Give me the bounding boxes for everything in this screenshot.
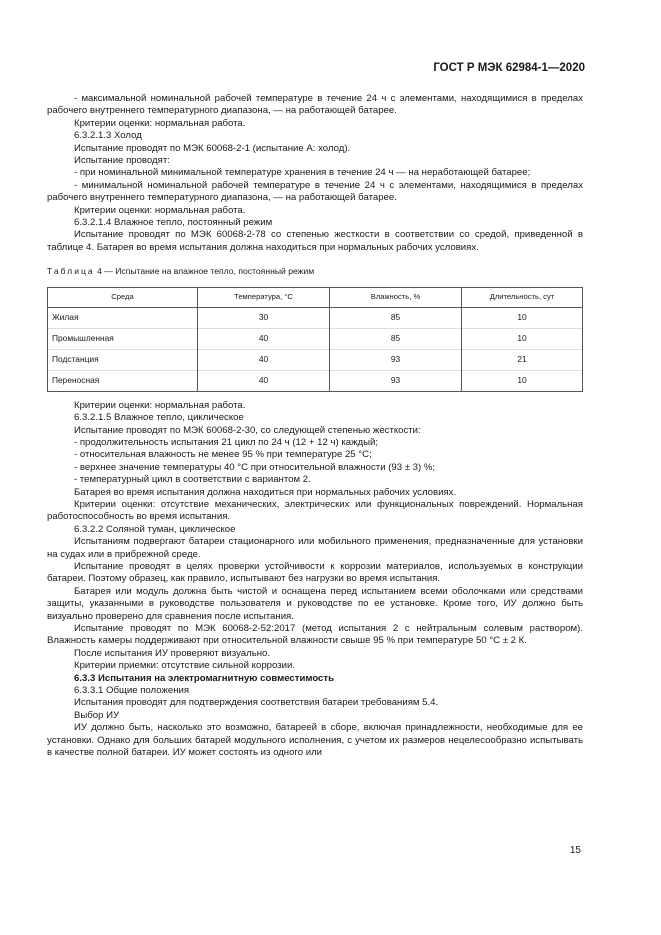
column-header: Температура, °С <box>198 287 330 307</box>
document-header: ГОСТ Р МЭК 62984-1—2020 <box>433 62 585 74</box>
list-item: - верхнее значение температуры 40 °С при относительной влажности (93 ± 3) %; <box>74 461 436 473</box>
section-heading: 6.3.2.1.3 Холод <box>74 130 142 142</box>
table-caption-label: Таблица <box>47 266 95 277</box>
paragraph: Выбор ИУ <box>74 709 120 721</box>
paragraph: Критерии оценки: нормальная работа. <box>74 117 246 129</box>
table-cell: 40 <box>198 349 330 370</box>
paragraph: Испытание проводят по МЭК 60068-2-78 со степенью жесткости в соответствии со средой, приведенной в таблице 4. Батарея во время испытания должна находиться при нормальных рабочих условиях. <box>47 229 583 253</box>
paragraph: Испытание проводят по МЭК 60068-2-1 (испытание А: холод). <box>74 142 351 154</box>
table-cell: Жилая <box>48 307 198 328</box>
column-header: Среда <box>48 287 198 307</box>
table-caption <box>47 265 583 277</box>
paragraph: Испытание проводят в целях проверки устойчивости к коррозии материалов, используемых в конструкции батареи. Поэтому образец, как правило, испытывают без нагрузки во время испытания. <box>47 560 583 585</box>
column-header: Длительность, сут <box>462 287 583 307</box>
table-cell: 30 <box>198 307 330 328</box>
table-cell: 10 <box>462 370 583 391</box>
table-header-row <box>48 287 583 307</box>
column-header: Влажность, % <box>330 287 462 307</box>
table-cell: 10 <box>462 328 583 349</box>
paragraph: После испытания ИУ проверяют визуально. <box>74 647 270 659</box>
table-cell: Промышленная <box>48 328 198 349</box>
paragraph: Батарея или модуль должна быть чистой и оснащена перед испытанием всеми оболочками или средствами защиты, указанными в руководстве пользователя и руководстве по ее установке. Кроме того, ИУ должно быть визуально проверено для сравнения после испытания. <box>47 585 583 622</box>
paragraph: Критерии оценки: отсутствие механических, электрических или функциональных повреждений. Нормальная работоспособность во время испытания. <box>47 498 583 523</box>
paragraph: Критерии оценки: нормальная работа. <box>74 204 246 216</box>
section-heading: 6.3.3 Испытания на электромагнитную совместимость <box>74 672 334 684</box>
paragraph: Испытания проводят для подтверждения соответствия батареи требованиям 5.4. <box>74 697 439 709</box>
paragraph: Батарея во время испытания должна находиться при нормальных рабочих условиях. <box>74 486 457 498</box>
table-cell: 85 <box>330 328 462 349</box>
section-heading: 6.3.2.1.5 Влажное тепло, циклическое <box>74 412 244 424</box>
list-item: - температурный цикл в соответствии с вариантом 2. <box>74 474 311 486</box>
page-number: 15 <box>569 845 581 856</box>
table-row <box>48 328 583 349</box>
paragraph: Испытание проводят: <box>74 155 170 167</box>
table-row <box>48 307 583 328</box>
list-item: - минимальной номинальной рабочей температуре в течение 24 ч с элементами, находящимися в пределах рабочего внутреннего температурного диапазона, — на работающей батарее. <box>47 179 583 204</box>
section-heading: 6.3.2.1.4 Влажное тепло, постоянный режим <box>74 217 273 229</box>
paragraph: ИУ должно быть, насколько это возможно, батареей в сборе, включая принадлежности, необходимые для ее установки. Однако для больших батарей модульного исполнения, с учетом их размеров нецелесообразно испытывать в качестве полной батареи. ИУ может состоять из одного или <box>47 722 583 759</box>
table-cell: 10 <box>462 307 583 328</box>
paragraph: - максимальной номинальной рабочей температуре в течение 24 ч с элементами, находящимися в пределах рабочего внутреннего температурного диапазона, — на работающей батарее. <box>47 93 583 117</box>
paragraph: Критерии оценки: нормальная работа. <box>74 399 246 411</box>
paragraph: Испытание проводят по МЭК 60068-2-30, со следующей степенью жесткости: <box>74 424 421 436</box>
paragraph: Испытание проводят по МЭК 60068-2-52:2017 (метод испытания 2 с нейтральным солевым раствором). Влажность камеры поддерживают при относительной влажности свыше 95 % при температуре 50 °С ± 2 К. <box>47 623 583 647</box>
list-item: - при номинальной минимальной температуре хранения в течение 24 ч — на неработающей батарее; <box>74 167 531 179</box>
humidity-table <box>47 287 583 392</box>
table-cell: 40 <box>198 328 330 349</box>
table-cell: 21 <box>462 349 583 370</box>
table-row <box>48 349 583 370</box>
list-item: - продолжительность испытания 21 цикл по 24 ч (12 + 12 ч) каждый; <box>74 436 379 448</box>
paragraph: Критерии приемки: отсутствие сильной коррозии. <box>74 660 296 672</box>
paragraph: Испытаниям подвергают батареи стационарного или мобильного применения, предназначенные для установки на судах или в прибрежной среде. <box>47 536 583 560</box>
table-cell: Подстанция <box>48 349 198 370</box>
table-cell: 85 <box>330 307 462 328</box>
table-caption-text: 4 — Испытание на влажное тепло, постоянный режим <box>97 266 315 277</box>
section-heading: 6.3.2.2 Соляной туман, циклическое <box>74 523 236 535</box>
section-heading: 6.3.3.1 Общие положения <box>74 685 190 697</box>
table-cell: 40 <box>198 370 330 391</box>
page-content <box>47 93 583 759</box>
table-cell: 93 <box>330 349 462 370</box>
table-row <box>48 370 583 391</box>
table-cell: Переносная <box>48 370 198 391</box>
list-item: - относительная влажность не менее 95 % при температуре 25 °С; <box>74 449 372 461</box>
table-cell: 93 <box>330 370 462 391</box>
